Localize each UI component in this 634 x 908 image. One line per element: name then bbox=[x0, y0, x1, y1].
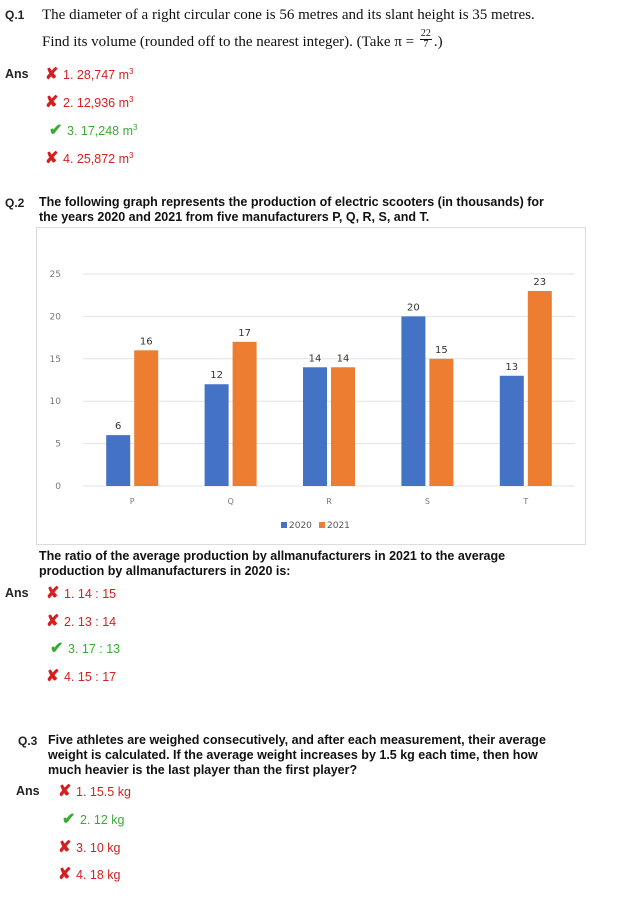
q3-option-text: 3. 10 kg bbox=[76, 841, 121, 855]
x-tick-label: T bbox=[523, 497, 529, 506]
q2-text-line2: the years 2020 and 2021 from five manufacturers P, Q, R, S, and T. bbox=[39, 210, 430, 224]
q3-text-line3: much heavier is the last player than the first player? bbox=[48, 763, 358, 777]
q1-text-line2 bbox=[42, 28, 443, 53]
bar-S-2020 bbox=[401, 316, 425, 486]
q3-ans-label: Ans bbox=[16, 784, 40, 798]
bar-Q-2021 bbox=[233, 342, 257, 486]
q2-after-line2: production by allmanufacturers in 2020 is: bbox=[39, 564, 291, 578]
q2-option-2[interactable] bbox=[46, 614, 116, 630]
cross-icon: ✘ bbox=[58, 783, 72, 800]
q1-option-2[interactable] bbox=[45, 95, 133, 111]
bar-P-2021 bbox=[134, 350, 158, 486]
q1-option-text: 1. 28,747 m bbox=[63, 68, 130, 82]
q2-text-line1: The following graph represents the production of electric scooters (in thousands) for bbox=[39, 195, 544, 209]
q2-option-4[interactable] bbox=[46, 669, 116, 685]
bar-P-2020 bbox=[106, 435, 130, 486]
q1-option-sup: 3 bbox=[129, 150, 134, 160]
q2-option-text: 1. 14 : 15 bbox=[64, 587, 117, 601]
legend-label: 2020 bbox=[289, 521, 312, 531]
q3-option-1[interactable] bbox=[58, 784, 131, 800]
bar-chart bbox=[36, 227, 586, 545]
data-label: 16 bbox=[139, 336, 153, 348]
bar-T-2020 bbox=[500, 376, 524, 486]
cross-icon: ✘ bbox=[46, 668, 60, 685]
check-icon: ✔ bbox=[49, 122, 63, 139]
q1-line2-suffix: .) bbox=[433, 33, 443, 50]
cross-icon: ✘ bbox=[58, 866, 72, 883]
q3-text-line2: weight is calculated. If the average weight increases by 1.5 kg each time, then how bbox=[48, 748, 538, 762]
data-label: 14 bbox=[308, 353, 322, 365]
q2-option-text: 2. 13 : 14 bbox=[64, 615, 117, 629]
q1-option-text: 2. 12,936 m bbox=[63, 96, 130, 110]
x-tick-label: R bbox=[326, 497, 332, 506]
data-label: 14 bbox=[336, 353, 350, 365]
y-tick-label: 20 bbox=[49, 312, 61, 323]
cross-icon: ✘ bbox=[45, 66, 59, 83]
q1-option-text: 3. 17,248 m bbox=[67, 124, 134, 138]
bar-S-2021 bbox=[429, 359, 453, 486]
q3-option-4[interactable] bbox=[58, 867, 120, 883]
x-tick-label: Q bbox=[227, 497, 234, 506]
q3-number: Q.3 bbox=[18, 734, 38, 748]
q3-option-text: 1. 15.5 kg bbox=[76, 785, 131, 799]
q2-option-text: 4. 15 : 17 bbox=[64, 670, 117, 684]
cross-icon: ✘ bbox=[45, 150, 59, 167]
cross-icon: ✘ bbox=[45, 94, 59, 111]
q1-text-line1: The diameter of a right circular cone is 56 metres and its slant height is 35 metres. bbox=[42, 7, 535, 23]
q3-option-text: 4. 18 kg bbox=[76, 868, 121, 882]
pi-denominator: 7 bbox=[423, 39, 429, 50]
q1-option-sup: 3 bbox=[129, 66, 134, 76]
check-icon: ✔ bbox=[50, 640, 64, 657]
cross-icon: ✘ bbox=[58, 839, 72, 856]
q3-option-text: 2. 12 kg bbox=[80, 813, 125, 827]
bar-T-2021 bbox=[528, 291, 552, 486]
q2-option-1[interactable] bbox=[46, 586, 116, 602]
legend-swatch-2020 bbox=[281, 522, 287, 528]
bar-chart-svg bbox=[37, 228, 585, 544]
q1-line2-prefix: Find its volume (rounded off to the nearest integer). (Take π = bbox=[42, 33, 415, 50]
data-label: 12 bbox=[210, 370, 223, 382]
y-tick-label: 0 bbox=[55, 482, 61, 492]
q1-option-sup: 3 bbox=[129, 94, 134, 104]
x-tick-label: P bbox=[129, 497, 135, 506]
data-label: 20 bbox=[407, 302, 420, 314]
cross-icon: ✘ bbox=[46, 613, 60, 630]
y-tick-label: 5 bbox=[55, 439, 61, 450]
data-label: 17 bbox=[238, 327, 251, 339]
q1-option-4[interactable] bbox=[45, 151, 133, 167]
pi-fraction bbox=[420, 29, 432, 50]
y-tick-label: 15 bbox=[49, 354, 61, 365]
bar-Q-2020 bbox=[205, 384, 229, 486]
q1-option-sup: 3 bbox=[133, 122, 138, 132]
data-label: 13 bbox=[505, 361, 519, 373]
q2-after-line1: The ratio of the average production by allmanufacturers in 2021 to the average bbox=[39, 549, 506, 563]
q2-ans-label: Ans bbox=[5, 586, 29, 600]
legend-swatch-2021 bbox=[319, 522, 325, 528]
check-icon: ✔ bbox=[62, 811, 76, 828]
cross-icon: ✘ bbox=[46, 585, 60, 602]
q3-option-2[interactable] bbox=[62, 812, 124, 828]
bar-R-2021 bbox=[331, 367, 355, 486]
q3-text-line1: Five athletes are weighed consecutively, and after each measurement, their average bbox=[48, 733, 546, 747]
q2-option-3[interactable] bbox=[50, 641, 120, 657]
q1-option-3[interactable] bbox=[49, 123, 137, 139]
pi-numerator: 22 bbox=[420, 28, 431, 39]
q2-number: Q.2 bbox=[5, 196, 25, 210]
y-tick-label: 10 bbox=[49, 397, 61, 408]
q3-option-3[interactable] bbox=[58, 840, 120, 856]
x-tick-label: S bbox=[424, 497, 430, 506]
bar-R-2020 bbox=[303, 367, 327, 486]
legend-label: 2021 bbox=[327, 521, 350, 531]
q1-number: Q.1 bbox=[5, 8, 25, 22]
q1-option-1[interactable] bbox=[45, 67, 133, 83]
q1-option-text: 4. 25,872 m bbox=[63, 152, 130, 166]
data-label: 23 bbox=[533, 276, 547, 288]
q1-ans-label: Ans bbox=[5, 67, 29, 81]
q2-option-text: 3. 17 : 13 bbox=[68, 642, 121, 656]
data-label: 15 bbox=[435, 344, 448, 356]
data-label: 6 bbox=[115, 421, 122, 433]
y-tick-label: 25 bbox=[49, 270, 61, 280]
